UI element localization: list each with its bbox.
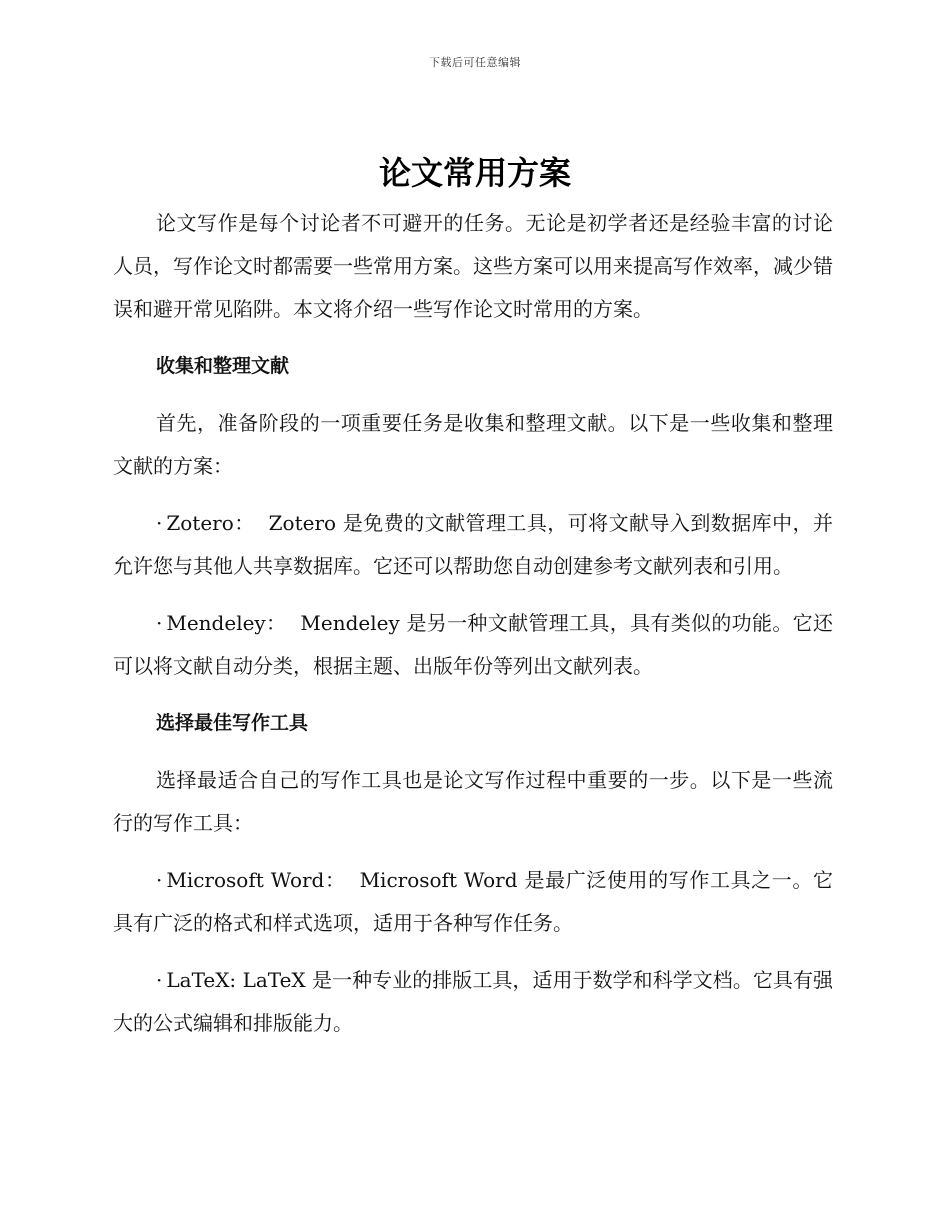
page-header-note: 下载后可任意编辑 xyxy=(429,56,521,69)
list-item-mendeley xyxy=(113,602,833,688)
item-term: LaTeX: xyxy=(166,968,237,992)
item-text: Zotero 是免费的文献管理工具，可将文献导入到数据库中，并允许您与其他人共享数据库。它还可以帮助您自动创建参考文献列表和引用。 xyxy=(113,511,833,578)
bullet-mark: · xyxy=(156,868,163,892)
bullet-mark: · xyxy=(156,968,163,992)
document-title: 论文常用方案 xyxy=(378,154,571,192)
list-item-latex xyxy=(113,959,833,1045)
item-term: Mendeley： xyxy=(166,611,287,635)
list-item-zotero xyxy=(113,502,833,588)
item-text: LaTeX 是一种专业的排版工具，适用于数学和科学文档。它具有强大的公式编辑和排版能力。 xyxy=(113,968,833,1035)
document-body xyxy=(113,202,833,1059)
section-heading-writing-tools: 选择最佳写作工具 xyxy=(156,712,309,734)
bullet-mark: · xyxy=(156,611,163,635)
list-item-microsoft-word xyxy=(113,859,833,945)
section-lead-writing-tools: 选择最适合自己的写作工具也是论文写作过程中重要的一步。以下是一些流行的写作工具： xyxy=(113,768,833,835)
bullet-mark: · xyxy=(156,511,163,535)
item-term: Zotero： xyxy=(166,511,255,535)
intro-paragraph: 论文写作是每个讨论者不可避开的任务。无论是初学者还是经验丰富的讨论人员，写作论文时都需要一些常用方案。这些方案可以用来提高写作效率，减少错误和避开常见陷阱。本文将介绍一些写作论文时常用的方案。 xyxy=(113,211,833,321)
section-lead-literature: 首先，准备阶段的一项重要任务是收集和整理文献。以下是一些收集和整理文献的方案： xyxy=(113,411,833,478)
section-heading-literature: 收集和整理文献 xyxy=(156,355,290,377)
item-text: Mendeley 是另一种文献管理工具，具有类似的功能。它还可以将文献自动分类，根据主题、出版年份等列出文献列表。 xyxy=(113,611,833,678)
item-term: Microsoft Word： xyxy=(166,868,346,892)
item-text: Microsoft Word 是最广泛使用的写作工具之一。它具有广泛的格式和样式选项，适用于各种写作任务。 xyxy=(113,868,833,935)
